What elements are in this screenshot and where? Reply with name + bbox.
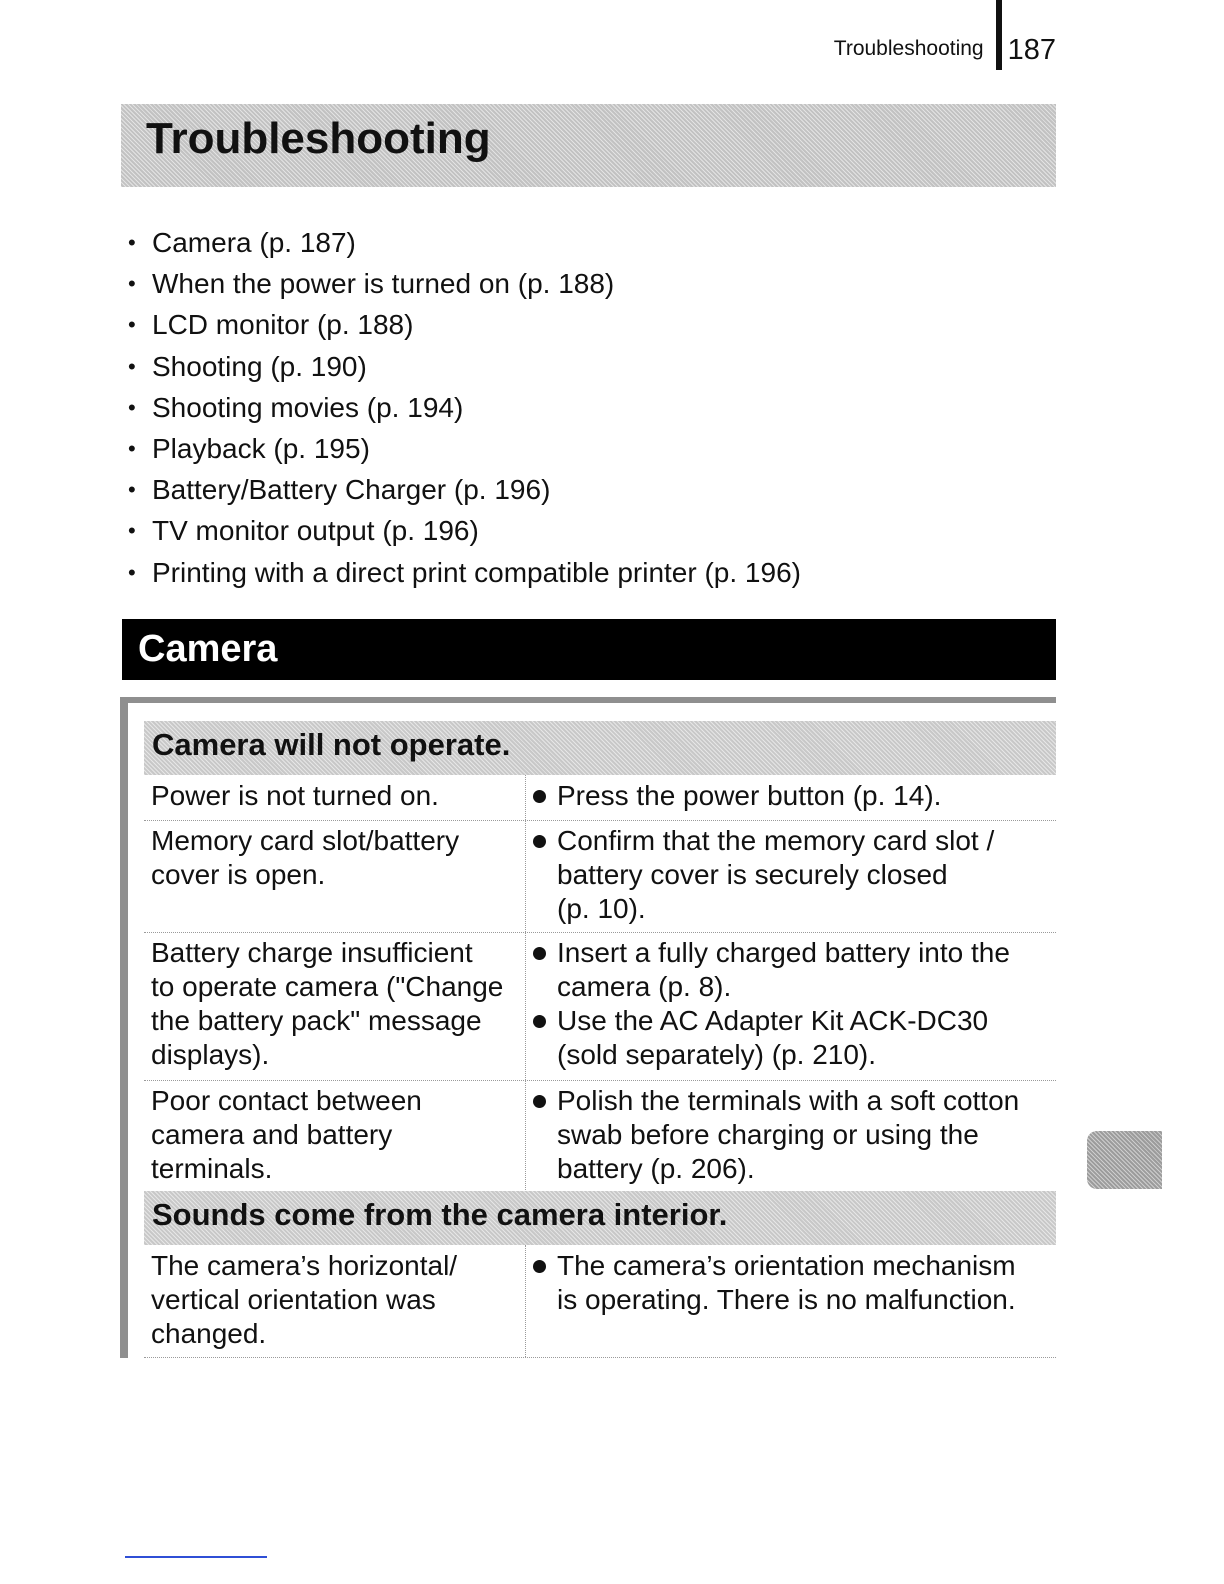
issue-title: Camera will not operate.: [152, 727, 511, 762]
page-title: Troubleshooting: [146, 114, 491, 163]
running-head-divider: [996, 0, 1002, 70]
bullet-icon: •: [128, 559, 136, 585]
section-title: Camera: [138, 628, 278, 670]
topic-item: [128, 348, 801, 389]
bullet-icon: •: [128, 477, 136, 503]
remedy-line: Insert a fully charged battery into the: [557, 937, 1010, 968]
remedy-line: Confirm that the memory card slot /: [557, 825, 995, 856]
cause-line: vertical orientation was: [151, 1284, 436, 1315]
table-row: [144, 775, 1056, 821]
remedy-cell: [533, 1084, 1055, 1186]
remedy-line: The camera’s orientation mechanism: [557, 1250, 1016, 1281]
topic-text: LCD monitor (p. 188): [152, 309, 414, 341]
bullet-icon: [533, 1095, 546, 1108]
remedy-cell: [533, 824, 1055, 926]
table-row: [144, 820, 1056, 933]
running-head-section: Troubleshooting: [833, 37, 984, 60]
cause-line: the battery pack" message: [151, 1005, 482, 1036]
remedy-line: swab before charging or using the: [557, 1119, 979, 1150]
topic-item: [128, 512, 801, 553]
cause-cell: [151, 824, 521, 892]
table-row: [144, 1080, 1056, 1190]
remedy-line: (p. 10).: [557, 893, 646, 924]
column-divider: [525, 1080, 526, 1190]
topic-item: [128, 224, 801, 265]
chapter-thumb-tab: [1087, 1131, 1162, 1189]
page-number: 187: [1007, 34, 1056, 66]
cause-line: Poor contact between: [151, 1085, 422, 1116]
topic-list: [128, 224, 801, 595]
cause-line: Power is not turned on.: [151, 780, 439, 811]
cause-cell: [151, 936, 521, 1072]
bullet-icon: •: [128, 271, 136, 297]
bullet-icon: [533, 1015, 546, 1028]
remedy-item: [533, 824, 1055, 926]
topic-item: [128, 430, 801, 471]
bullet-icon: •: [128, 353, 136, 379]
topic-text: Battery/Battery Charger (p. 196): [152, 474, 551, 506]
remedy-cell: [533, 1249, 1055, 1317]
column-divider: [525, 820, 526, 932]
bullet-icon: •: [128, 230, 136, 255]
topic-text: Shooting movies (p. 194): [152, 391, 464, 423]
bullet-icon: •: [128, 394, 136, 420]
table-top-rule: [120, 697, 1056, 703]
cause-cell: [151, 1084, 521, 1186]
bullet-icon: •: [128, 518, 136, 544]
topic-item: [128, 306, 801, 347]
topic-item: [128, 471, 801, 512]
remedy-line: (sold separately) (p. 210).: [557, 1039, 877, 1070]
cause-line: to operate camera ("Change: [151, 971, 504, 1002]
remedy-item: [533, 1084, 1055, 1186]
remedy-item: [533, 779, 1055, 813]
running-head: [834, 0, 1056, 70]
cause-line: terminals.: [151, 1153, 273, 1184]
cause-line: Memory card slot/battery: [151, 825, 460, 856]
section-header: [122, 619, 1056, 680]
remedy-line: battery (p. 206).: [557, 1153, 755, 1184]
topic-text: Printing with a direct print compatible printer (p. 196): [152, 556, 801, 588]
remedy-item: [533, 1249, 1055, 1317]
cause-line: The camera’s horizontal/: [151, 1250, 458, 1281]
issue-heading: [144, 1191, 1056, 1245]
table-row: [144, 1245, 1056, 1358]
bullet-icon: [533, 790, 546, 803]
column-divider: [525, 932, 526, 1080]
cause-cell: [151, 1249, 521, 1351]
cause-line: changed.: [151, 1318, 267, 1349]
issue-heading: [144, 721, 1056, 775]
remedy-cell: [533, 936, 1055, 1072]
page-title-band: [121, 104, 1056, 187]
bullet-icon: [533, 1260, 546, 1273]
cause-line: cover is open.: [151, 859, 326, 890]
topic-item: [128, 554, 801, 595]
cause-cell: [151, 779, 521, 813]
topic-text: Playback (p. 195): [152, 432, 370, 464]
topic-text: Camera (p. 187): [152, 227, 356, 258]
remedy-item: [533, 1004, 1055, 1072]
bullet-icon: [533, 947, 546, 960]
topic-item: [128, 389, 801, 430]
cause-line: camera and battery: [151, 1119, 393, 1150]
topic-text: Shooting (p. 190): [152, 350, 367, 382]
remedy-line: Polish the terminals with a soft cotton: [557, 1085, 1020, 1116]
troubleshooting-table: [120, 697, 1056, 1358]
table-row: [144, 932, 1056, 1081]
remedy-item: [533, 936, 1055, 1004]
bullet-icon: •: [128, 435, 136, 461]
remedy-line: is operating. There is no malfunction.: [557, 1284, 1016, 1315]
bullet-icon: [533, 835, 546, 848]
topic-text: TV monitor output (p. 196): [152, 515, 479, 547]
remedy-line: camera (p. 8).: [557, 971, 732, 1002]
issue-title: Sounds come from the camera interior.: [152, 1197, 728, 1232]
footer-rule: [125, 1556, 267, 1558]
topic-text: When the power is turned on (p. 188): [152, 268, 615, 300]
remedy-cell: [533, 779, 1055, 813]
table-left-rule: [120, 697, 128, 1358]
column-divider: [525, 1245, 526, 1357]
cause-line: displays).: [151, 1039, 270, 1070]
column-divider: [525, 775, 526, 820]
bullet-icon: •: [128, 312, 136, 338]
remedy-line: battery cover is securely closed: [557, 859, 948, 890]
remedy-line: Use the AC Adapter Kit ACK-DC30: [557, 1005, 989, 1036]
cause-line: Battery charge insufficient: [151, 937, 473, 968]
remedy-line: Press the power button (p. 14).: [557, 780, 942, 811]
topic-item: [128, 265, 801, 306]
